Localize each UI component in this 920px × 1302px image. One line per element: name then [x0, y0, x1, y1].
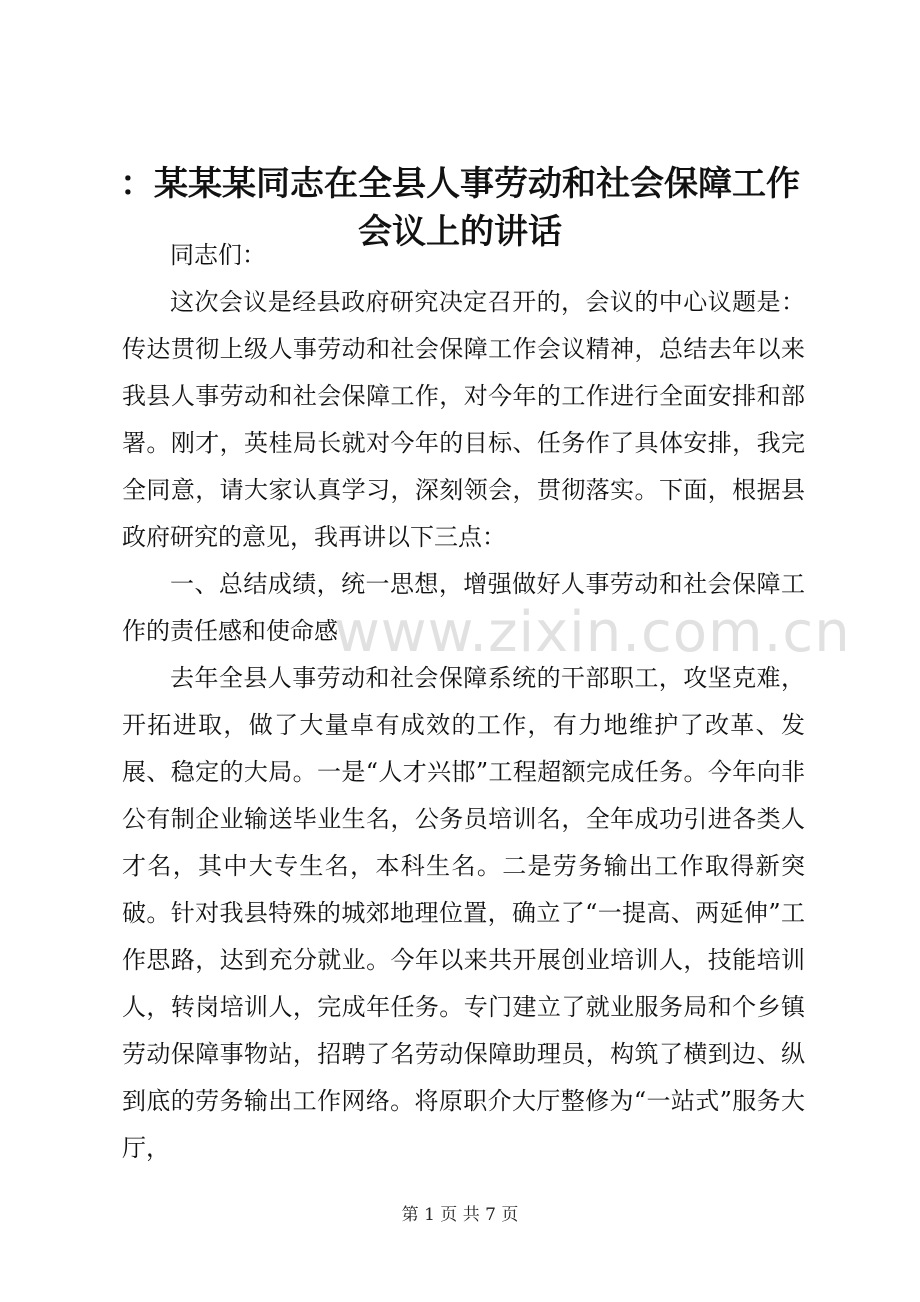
document-body	[122, 232, 805, 1172]
watermark: www.zixin.com.cn	[334, 600, 851, 665]
title-line-2: 会议上的讲话	[358, 212, 562, 252]
title-line-1: ：某某某同志在全县人事劳动和社会保障工作	[120, 164, 800, 204]
paragraph-intro: 这次会议是经县政府研究决定召开的，会议的中心议题是：传达贯彻上级人事劳动和社会保障工作会议精神，总结去年以来我县人事劳动和社会保障工作，对今年的工作进行全面安排和部署。刚才，英桂局长就对今年的目标、任务作了具体安排，我完全同意，请大家认真学习，深刻领会，贯彻落实。下面，根据县政府研究的意见，我再讲以下三点：	[122, 288, 805, 551]
paragraph-salutation: 同志们：	[170, 241, 266, 269]
section-heading-1: 一、总结成绩，统一思想，增强做好人事劳动和社会保障工作的责任感和使命感	[122, 570, 805, 645]
page-footer: 第 1 页 共 7 页	[401, 1205, 519, 1225]
paragraph-achievements: 去年全县人事劳动和社会保障系统的干部职工，攻坚克难，开拓进取，做了大量卓有成效的工作，有力地维护了改革、发展、稳定的大局。一是“人才兴邯”工程超额完成任务。今年向非公有制企业输送毕业生名，公务员培训名，全年成功引进各类人才名，其中大专生名，本科生名。二是劳务输出工作取得新突破。针对我县特殊的城郊地理位置，确立了“一提高、两延伸”工作思路，达到充分就业。今年以来共开展创业培训人，技能培训人，转岗培训人，完成年任务。专门建立了就业服务局和个乡镇劳动保障事物站，招聘了名劳动保障助理员，构筑了横到边、纵到底的劳务输出工作网络。将原职介大厅整修为“一站式”服务大厅，	[122, 664, 805, 1162]
